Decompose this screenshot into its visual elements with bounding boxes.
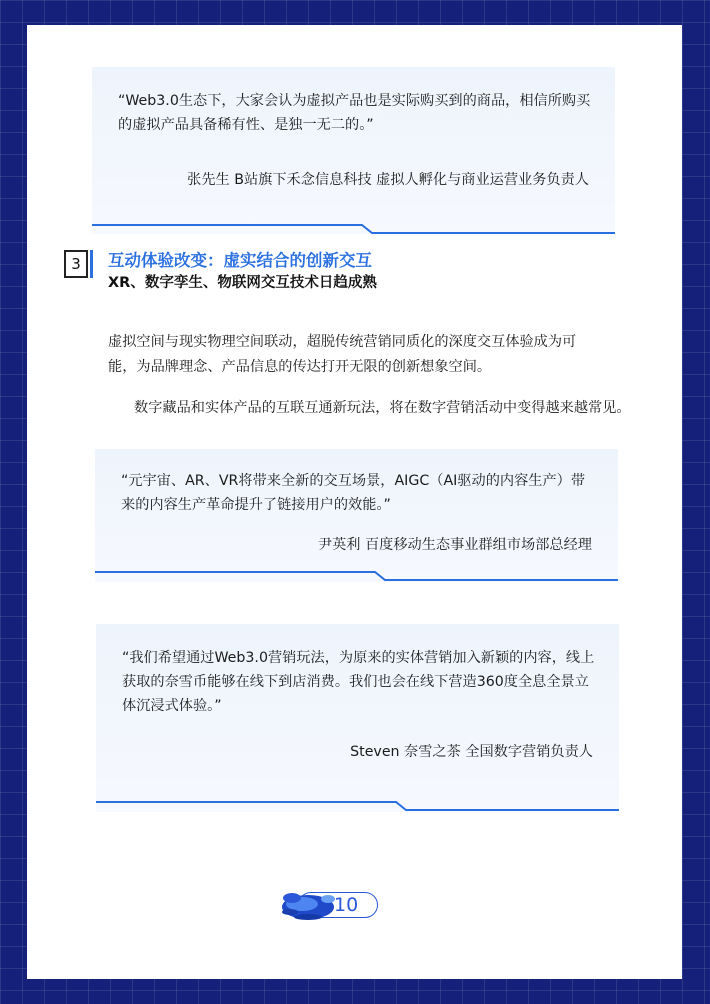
quote-attribution: 张先生 B站旗下禾念信息科技 虚拟人孵化与商业运营业务负责人	[187, 172, 589, 188]
section-subtitle: XR、数字孪生、物联网交互技术日趋成熟	[108, 275, 377, 291]
quote-card-1	[92, 67, 615, 234]
quote-card-3	[96, 624, 619, 812]
section-title: 互动体验改变：虚实结合的创新交互	[108, 251, 372, 270]
quote-text: “元宇宙、AR、VR将带来全新的交互场景，AIGC（AI驱动的内容生产）带来的内容生产革命提升了链接用户的效能。”	[121, 473, 586, 513]
quote-card-2	[95, 449, 618, 582]
quote-text: “Web3.0生态下，大家会认为虚拟产品也是实际购买到的商品，相信所购买的虚拟产品具备稀有性、是独一无二的。”	[118, 93, 591, 133]
page-number: 10	[334, 894, 359, 916]
quote-attribution: Steven 奈雪之茶 全国数字营销负责人	[350, 744, 593, 760]
quote-text: “我们希望通过Web3.0营销玩法，为原来的实体营销加入新颖的内容，线上获取的奈雪币能够在线下到店消费。我们也会在线下营造360度全息全景立体沉浸式体验。”	[122, 650, 595, 714]
section-paragraph: 数字藏品和实体产品的互联互通新玩法，将在数字营销活动中变得越来越常见。	[134, 400, 631, 416]
card-underline	[95, 570, 618, 582]
quote-attribution: 尹英利 百度移动生态事业群组市场部总经理	[317, 537, 592, 553]
card-underline	[92, 222, 615, 234]
section-marker-bar	[90, 250, 93, 278]
section-paragraph: 虚拟空间与现实物理空间联动，超脱传统营销同质化的深度交互体验成为可能，为品牌理念、产品信息的传达打开无限的创新想象空间。	[108, 334, 577, 375]
section-number: 3	[64, 250, 88, 278]
card-underline	[96, 800, 619, 812]
